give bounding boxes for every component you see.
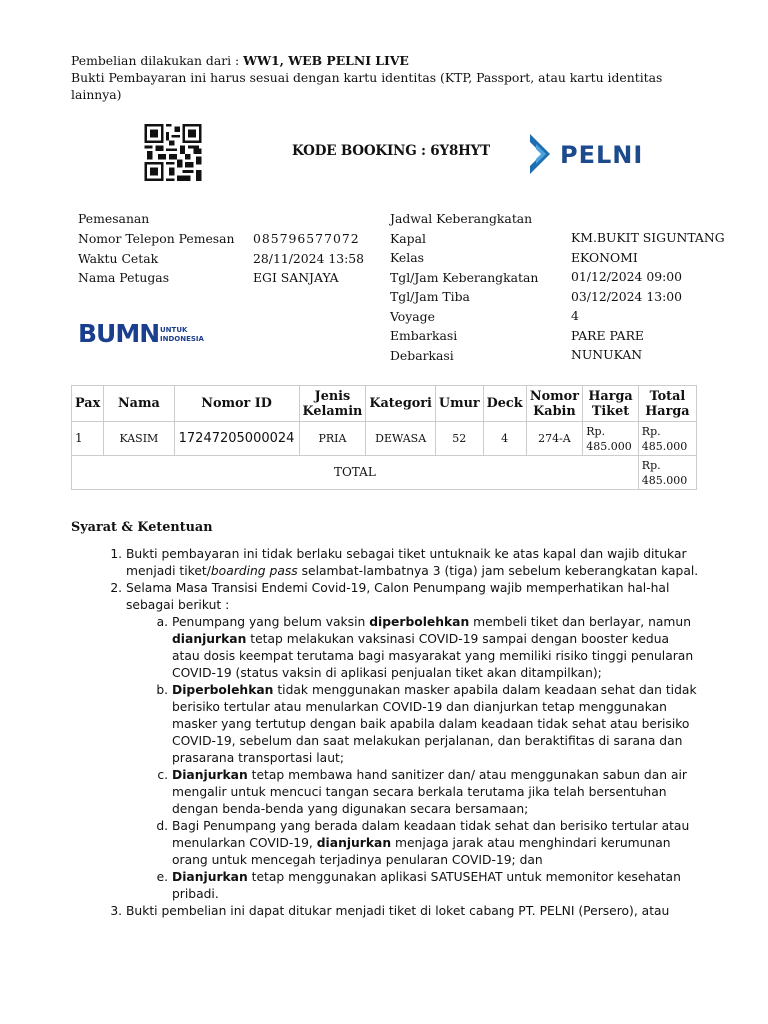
ship-value: KM.BUKIT SIGUNTANG — [571, 230, 725, 245]
cell-kategori: DEWASA — [366, 422, 436, 456]
voyage-label: Voyage — [390, 308, 435, 324]
col-umur: Umur — [435, 386, 483, 422]
col-deck: Deck — [483, 386, 526, 422]
table-header-row — [72, 386, 697, 422]
pemesan-section — [78, 209, 149, 229]
col-jenis-kelamin: Jenis Kelamin — [299, 386, 366, 422]
class-value: EKONOMI — [571, 249, 638, 265]
embarkation-value: PARE PARE — [571, 327, 644, 343]
cell-umur: 52 — [435, 422, 483, 456]
officer-label: Nama Petugas — [78, 270, 170, 285]
table-row — [72, 422, 697, 456]
departure-value: 01/12/2024 09:00 — [571, 269, 683, 284]
pelni-chevron-icon — [530, 134, 550, 174]
term-item-2b: b. Diperbolehkan tidak menggunakan masker apabila dalam keadaan sehat dan tidak berisiko tertular atau menularkan COVID-19 dan dianjurkan tetap menggunakan masker yang tertutup dengan baik apabila dalam keadaan tidak sehat atau berisiko COVID-19, sebelum dan saat melakukan perjalanan, dan beraktifitas di sarana dan prasarana transportasi laut; — [172, 682, 700, 767]
pemesan-labels — [78, 229, 238, 288]
purchase-source: WW1, WEB PELNI LIVE — [243, 53, 409, 68]
term-item-2d: d. Bagi Penumpang yang berada dalam keadaan tidak sehat dan berisiko tertular atau menularkan COVID-19, dianjurkan menjaga jarak atau menghindari kerumunan orang untuk mencegah terjadinya penularan COVID-19; dan — [172, 818, 700, 869]
col-total-harga: Total Harga — [638, 386, 696, 422]
term-item-2a: a. Penumpang yang belum vaksin diperbolehkan membeli tiket dan berlayar, namun dianjurkan tetap melakukan vaksinasi COVID-19 sampai dengan booster kedua atau dosis keempat terutama bagi masyarakat yang memiliki risiko tinggi penularan COVID-19 (status vaksin di aplikasi penjualan tiket akan ditampilkan); — [172, 614, 700, 682]
arrival-value: 03/12/2024 13:00 — [571, 288, 683, 304]
debarkation-value: NUNUKAN — [571, 347, 643, 362]
cell-total-harga: Rp. 485.000 — [638, 422, 696, 456]
bumn-logo-text: BUMN — [78, 319, 160, 348]
term-item-2c: c. Dianjurkan tetap membawa hand sanitizer dan/ atau menggunakan sabun dan air mengalir untuk mencuci tangan secara berkala terutama jika telah bersentuhan dengan benda-benda yang digunakan secara bersamaan; — [172, 767, 700, 818]
total-label: TOTAL — [72, 456, 639, 490]
term-item-3: 3. Bukti pembelian ini dapat ditukar menjadi tiket di loket cabang PT. PELNI (Persero), atau — [126, 903, 700, 920]
purchase-source-line: Pembelian dilakukan dari : WW1, WEB PELNI LIVE — [71, 53, 409, 68]
jadwal-labels — [390, 209, 565, 365]
embarkation-label: Embarkasi — [390, 328, 458, 343]
qr-code-icon — [143, 124, 203, 181]
pelni-logo — [528, 131, 658, 177]
print-time-value: 28/11/2024 13:58 — [253, 250, 365, 266]
cell-kabin: 274-A — [526, 422, 583, 456]
term-item-1: 1. Bukti pembayaran ini tidak berlaku sebagai tiket untuknaik ke atas kapal dan wajib ditukar menjadi tiket/boarding pass selambat-lambatnya 3 (tiga) jam sebelum keberangkatan kapal. — [126, 546, 700, 580]
phone-label: Nomor Telepon Pemesan — [78, 231, 235, 246]
terms-title: Syarat & Ketentuan — [71, 520, 213, 535]
cell-deck: 4 — [483, 422, 526, 456]
term-item-2: 2. Selama Masa Transisi Endemi Covid-19, Calon Penumpang wajib memperhatikan hal-hal sebagai berikut : a. Penumpang yang belum vaksin diperbolehkan membeli tiket dan berlayar, namun dianjurkan tetap melakukan vaksinasi COVID-19 sampai dengan booster kedua atau dosis keempat terutama bagi masyarakat yang memiliki risiko tinggi penularan COVID-19 (status vaksin di aplikasi penjualan tiket akan ditampilkan); b. Diperbolehkan tidak menggunakan masker apabila dalam keadaan sehat dan tidak berisiko tertular atau menularkan COVID-19 dan dianjurkan tetap menggunakan masker yang tertutup dengan baik apabila dalam keadaan tidak sehat atau berisiko COVID-19, sebelum dan saat melakukan perjalanan, dan beraktifitas di sarana dan prasarana transportasi laut; c. Dianjurkan tetap membawa hand sanitizer dan/ atau menggunakan sabun dan air mengalir untuk mencuci tangan secara berkala terutama jika telah bersentuhan dengan benda-benda yang digunakan secara bersamaan; d. Bagi Penumpang yang berada dalam keadaan tidak sehat dan berisiko tertular atau menularkan COVID-19, dianjurkan menjaga jarak atau menghindari kerumunan orang untuk mencegah terjadinya penularan COVID-19; dan e. Dianjurkan tetap menggunakan aplikasi SATUSEHAT untuk memonitor kesehatan pribadi. — [126, 580, 700, 903]
pemesan-values — [253, 229, 364, 288]
table-total-row — [72, 456, 697, 490]
col-kategori: Kategori — [366, 386, 436, 422]
col-harga-tiket: Harga Tiket — [583, 386, 639, 422]
term-item-2e: e. Dianjurkan tetap menggunakan aplikasi SATUSEHAT untuk memonitor kesehatan pribadi. — [172, 869, 700, 903]
bumn-sub-1: UNTUK — [160, 326, 188, 334]
voyage-value: 4 — [571, 308, 579, 323]
col-nomor-kabin: Nomor Kabin — [526, 386, 583, 422]
print-time-label: Waktu Cetak — [78, 250, 159, 266]
officer-value: EGI SANJAYA — [253, 270, 339, 285]
debarkation-label: Debarkasi — [390, 347, 454, 363]
cell-jenis-kelamin: PRIA — [299, 422, 366, 456]
departure-label: Tgl/Jam Keberangkatan — [390, 269, 539, 285]
terms-list — [80, 546, 700, 920]
phone-value: 085796577072 — [253, 231, 360, 246]
total-value: Rp. 485.000 — [638, 456, 696, 490]
cell-nama: KASIM — [104, 422, 174, 456]
class-label: Kelas — [390, 250, 424, 265]
bumn-logo — [78, 318, 204, 348]
ship-label: Kapal — [390, 230, 426, 246]
col-nomor-id: Nomor ID — [174, 386, 299, 422]
cell-pax: 1 — [72, 422, 104, 456]
pelni-logo-text: PELNI — [560, 141, 644, 169]
col-nama: Nama — [104, 386, 174, 422]
booking-code: KODE BOOKING : 6Y8HYT — [292, 143, 490, 159]
arrival-label: Tgl/Jam Tiba — [390, 289, 470, 304]
passenger-table — [71, 385, 697, 490]
pemesan-heading: Pemesanan — [78, 211, 150, 226]
cell-harga-tiket: Rp. 485.000 — [583, 422, 639, 456]
purchase-header — [71, 52, 711, 103]
identity-notice: Bukti Pembayaran ini harus sesuai dengan kartu identitas (KTP, Passport, atau kartu identitas lainnya) — [71, 70, 663, 102]
jadwal-heading: Jadwal Keberangkatan — [390, 211, 533, 226]
jadwal-values — [571, 228, 751, 365]
col-pax: Pax — [72, 386, 104, 422]
bumn-sub-2: INDONESIA — [160, 335, 204, 343]
cell-nomor-id: 17247205000024 — [174, 422, 299, 456]
